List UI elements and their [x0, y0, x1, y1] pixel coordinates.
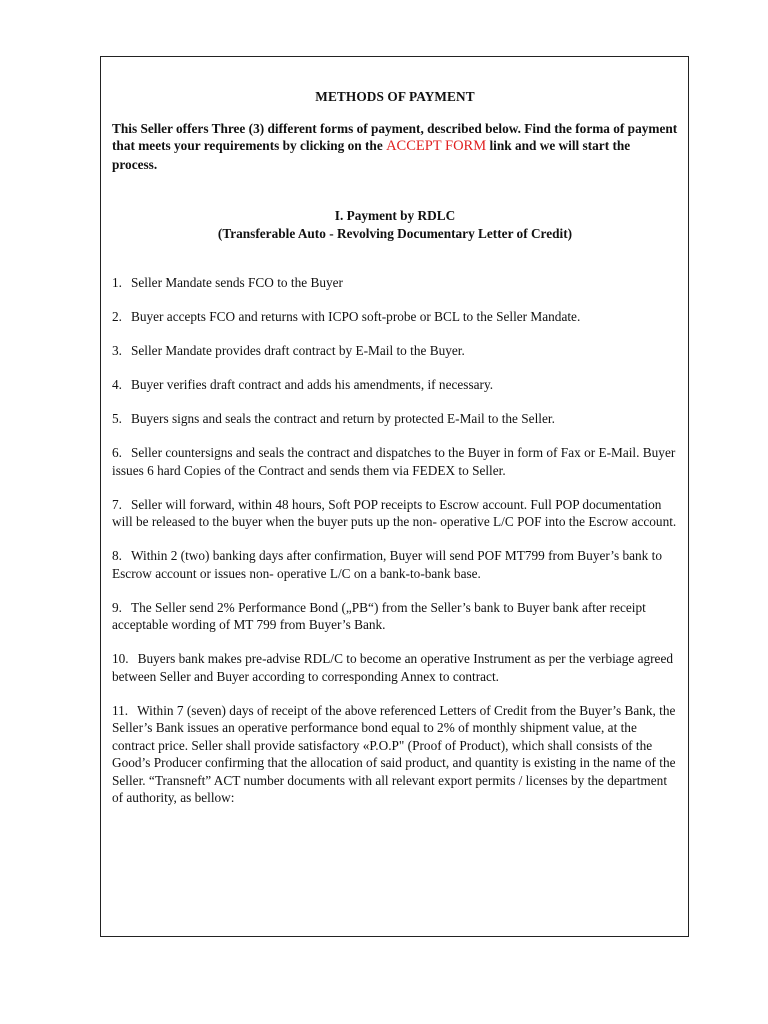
- step-item: [112, 547, 678, 582]
- intro-text-start: This Seller offers Three (3) different forms of payment, described below. Find the forma of payment that meets your requirements by clicking on the: [112, 120, 678, 153]
- intro-paragraph: [112, 120, 678, 174]
- step-text: Within 2 (two) banking days after confirmation, Buyer will send POF MT799 from Buyer’s bank to Escrow account or issues non- operative L/C on a bank-to-bank base.: [112, 548, 662, 581]
- step-text: Seller countersigns and seals the contract and dispatches to the Buyer in form of Fax or E-Mail. Buyer issues 6 hard Copies of the Contract and sends them via FEDEX to Seller.: [112, 445, 676, 478]
- step-item: [112, 599, 678, 634]
- step-number: 10.: [112, 651, 129, 666]
- step-item: [112, 376, 678, 394]
- step-text: Buyer accepts FCO and returns with ICPO soft-probe or BCL to the Seller Mandate.: [130, 309, 581, 324]
- step-text: Buyer verifies draft contract and adds his amendments, if necessary.: [130, 377, 494, 392]
- step-item: [112, 342, 678, 360]
- section-heading: [112, 207, 678, 242]
- document-body: [112, 88, 678, 823]
- step-number: 8.: [112, 548, 122, 563]
- step-item: [112, 410, 678, 428]
- step-item: [112, 308, 678, 326]
- step-number: 1.: [112, 275, 122, 290]
- step-number: 7.: [112, 496, 122, 512]
- intro-text-end: link and we will start the process.: [112, 138, 631, 172]
- document-title: METHODS OF PAYMENT: [315, 89, 475, 104]
- step-text: Seller Mandate sends FCO to the Buyer: [130, 275, 343, 290]
- step-number: 3.: [112, 343, 122, 358]
- step-text: Buyers signs and seals the contract and return by protected E-Mail to the Seller.: [130, 411, 555, 426]
- step-item: [112, 274, 678, 292]
- accept-form-link[interactable]: ACCEPT FORM: [386, 138, 487, 154]
- step-number: 5.: [112, 411, 122, 426]
- steps-list: [112, 274, 678, 807]
- step-number: 9.: [112, 599, 122, 615]
- step-number: 2.: [112, 309, 122, 324]
- section-subtitle: (Transferable Auto - Revolving Documentary Letter of Credit): [217, 225, 573, 241]
- step-item: [112, 650, 678, 685]
- step-item: [112, 496, 678, 531]
- step-text: Buyers bank makes pre-advise RDL/C to become an operative Instrument as per the verbiage agreed between Seller and Buyer according to corresponding Annex to contract.: [112, 651, 673, 684]
- step-text: The Seller send 2% Performance Bond („PB“) from the Seller’s bank to Buyer bank after receipt acceptable wording of MT 799 from Buyer’s Bank.: [112, 599, 646, 632]
- step-item: [112, 702, 678, 807]
- step-item: [112, 444, 678, 479]
- step-number: 6.: [112, 445, 122, 460]
- step-number: 4.: [112, 377, 122, 392]
- step-number: 11.: [112, 702, 129, 718]
- step-text: Within 7 (seven) days of receipt of the above referenced Letters of Credit from the Buyer’s Bank, the Seller’s Bank issues an operative performance bond equal to 2% of monthly shipment value, at the contract price. Seller shall provide satisfactory «P.O.P" (Proof of Product), which shall consists of the Good’s Producer confirming that the allocation of said product, and quantity is existing in the name of the Seller. “Transneft” ACT number documents with all relevant export permits / licenses by the department of authority, as bellow:: [112, 702, 676, 805]
- step-text: Seller Mandate provides draft contract by E-Mail to the Buyer.: [130, 343, 465, 358]
- section-title: I. Payment by RDLC: [334, 208, 456, 223]
- step-text: Seller will forward, within 48 hours, Soft POP receipts to Escrow account. Full POP documentation will be released to the buyer when the buyer puts up the non- operative L/C POF into the Escrow account.: [112, 496, 677, 529]
